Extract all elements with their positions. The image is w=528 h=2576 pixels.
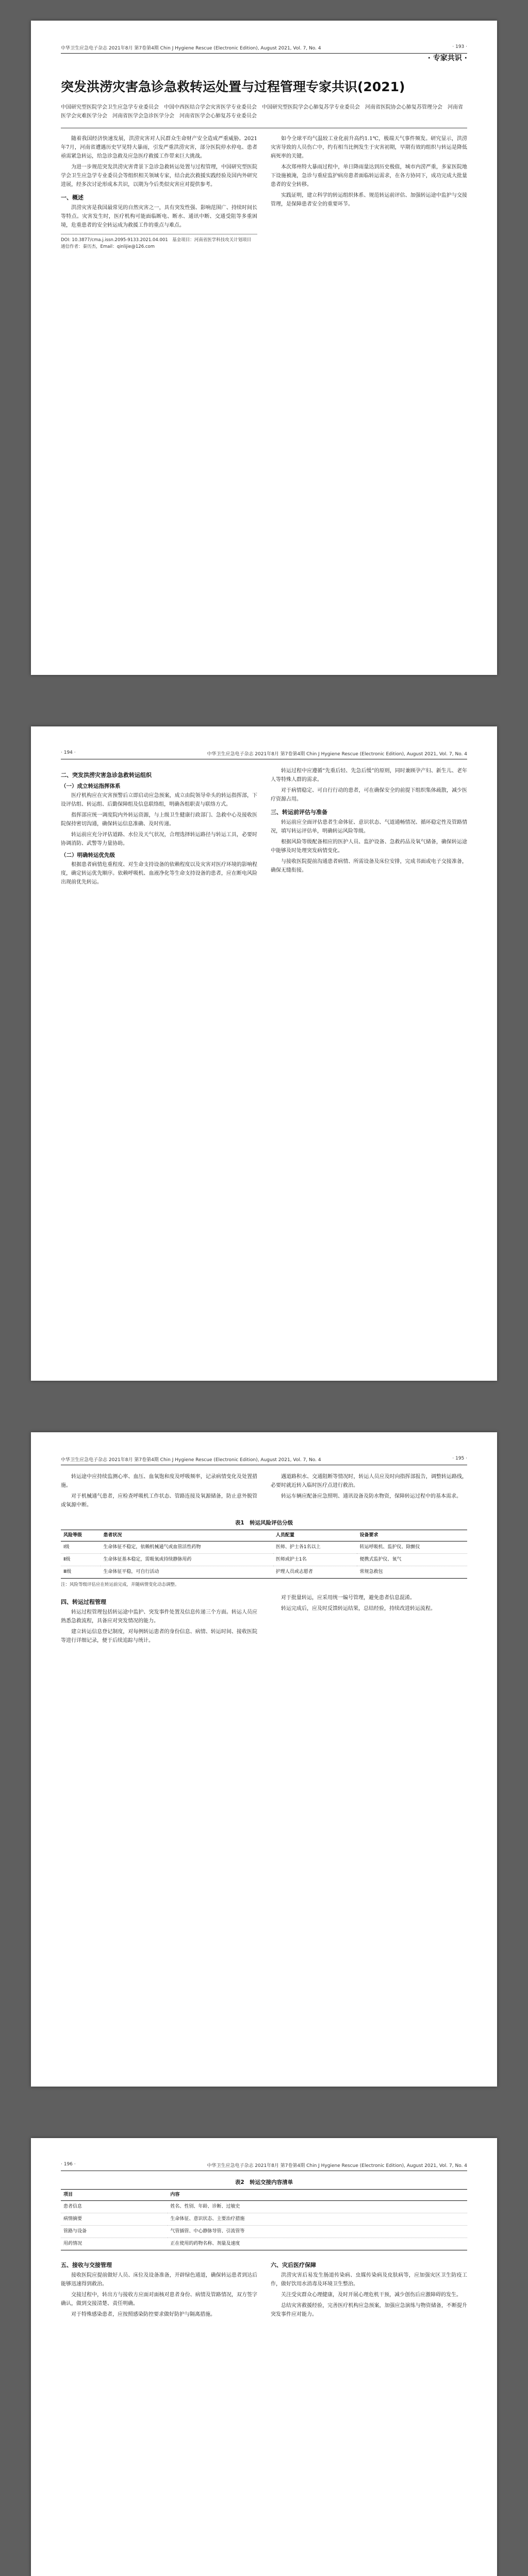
table-caption: 表1 转运风险评估分级 (235, 1520, 293, 1526)
paragraph: 与接收医院提前沟通患者病情、所需设备及床位安排，完成书面或电子交接准备，确保无缝衔接。 (271, 859, 467, 873)
running-head-journal: 中华卫生应急电子杂志 2021年8月 第7卷第4期 Chin J Hygiene Rescue (Electronic Edition), August 2021, Vol. 7, No. 4 (61, 46, 321, 51)
paragraph: 根据患者病情危重程度、对生命支持设备的依赖程度以及灾害对医疗环境的影响程度，确定转运优先顺序。依赖呼吸机、血液净化等生命支持设备的患者，应在断电风险出现前优先转运。 (61, 862, 257, 885)
column-tag: · 专家共识 · (427, 54, 467, 62)
footnote: DOI: 10.3877/cma.j.issn.2095-9133.2021.04.001 基金项目：河南省医学科技攻关计划项目 通信作者：秦历杰，Email：qinlijie@126.com (61, 234, 257, 250)
column-left (61, 134, 257, 250)
running-head-journal: 中华卫生应急电子杂志 2021年8月 第7卷第4期 Chin J Hygiene Rescue (Electronic Edition), August 2021, Vol. 7, No. 4 (207, 2163, 467, 2168)
paragraph: 转运过程中应遵循“先重后轻、先急后缓”的原则，同时兼顾孕产妇、新生儿、老年人等特殊人群的需求。 (271, 768, 467, 783)
table-cell: Ⅱ级 (61, 1554, 101, 1566)
paragraph: 为进一步规范突发洪涝灾害背景下急诊急救转运处置与过程管理，中国研究型医院学会卫生应急学专业委员会等组织相关领域专家，结合此次救援实践经验及国内外研究进展，经多次讨论形成本共识，以期为今后类似灾害应对提供参考。 (61, 164, 257, 188)
paragraph: 医疗机构应在灾害预警后立即启动应急预案，成立由院领导牵头的转运指挥部，下设评估组、转运组、后勤保障组及信息联络组，明确各组职责与联络方式。 (61, 793, 257, 807)
paragraph: 对于机械通气患者，应检查呼吸机工作状态、管路连接及氧源储备，防止意外脱管或氧源中断。 (61, 1494, 257, 1508)
table-cell: 用药情况 (61, 2238, 168, 2250)
table-cell: 医师、护士各1名以上 (273, 1541, 357, 1554)
running-head (61, 750, 467, 759)
table-header-cell: 内容 (168, 2190, 467, 2201)
table-header-row (61, 2190, 467, 2201)
table-row (61, 1541, 467, 1554)
table-cell: 常规急救包 (357, 1566, 467, 1579)
column-right (271, 767, 467, 889)
paragraph: 转运前应充分评估道路、水位及天气状况，合理选择转运路径与转运工具，必要时协调消防、武警等力量协助。 (61, 832, 257, 846)
table-row (61, 1554, 467, 1566)
paragraph: 实践证明，建立科学的转运组织体系、规范转运前评估、加强转运途中监护与交接管理，是保障患者安全的重要环节。 (271, 193, 467, 207)
paragraph: 指挥部应统一调度院内外转运资源，与上级卫生健康行政部门、急救中心及接收医院保持密切沟通，确保转运信息准确、及时传递。 (61, 812, 257, 827)
risk-table (61, 1530, 467, 1579)
column-left (61, 1594, 257, 1647)
table-cell: 病情摘要 (61, 2213, 168, 2226)
column-right (271, 134, 467, 250)
column-right (271, 1472, 467, 1512)
table-cell: 气管插管、中心静脉导管、引流管等 (168, 2226, 467, 2238)
table-header-cell: 设备要求 (357, 1530, 467, 1541)
page-number: · 196 · (61, 2162, 76, 2167)
paragraph: 对于特殊感染患者，应按照感染防控要求做好防护与隔离措施。 (71, 2312, 216, 2317)
paragraph: 遇道路积水、交通阻断等情况时，转运人员应及时向指挥部报告，调整转运路线，必要时就近转入临时医疗点进行救治。 (271, 1474, 467, 1488)
running-head-journal: 中华卫生应急电子杂志 2021年8月 第7卷第4期 Chin J Hygiene Rescue (Electronic Edition), August 2021, Vol. 7, No. 4 (61, 1458, 321, 1463)
paragraph: 对于病情稳定、可自行行动的患者，可在确保安全的前提下组织集体疏散，减少医疗资源占用。 (271, 788, 467, 802)
running-head-journal: 中华卫生应急电子杂志 2021年8月 第7卷第4期 Chin J Hygiene Rescue (Electronic Edition), August 2021, Vol. 7, No. 4 (207, 752, 467, 757)
table-row (61, 2201, 467, 2213)
section-heading: 三、转运前评估与准备 (271, 809, 327, 816)
table-cell: 转运呼吸机、监护仪、除颤仪 (357, 1541, 467, 1554)
table-cell: 患者信息 (61, 2201, 168, 2213)
handover-table (61, 2189, 467, 2250)
table-note: 注：风险等级评估应在转运前完成，并随病情变化动态调整。 (61, 1582, 179, 1587)
table-cell: 生命体征、意识状态、主要治疗措施 (168, 2213, 467, 2226)
table-row (61, 2213, 467, 2226)
table-row (61, 2226, 467, 2238)
author-organizations: 中国研究型医院学会卫生应急学专业委员会 中国中西医结合学会灾害医学专业委员会 中国研究型医院学会心肺复苏学专业委员会 河南省医院协会心肺复苏管理分会 河南省医学会灾难医学分会 河南省医学会急诊医学分会 河南省医学会心肺复苏专业委员会 (61, 105, 463, 119)
table-row (61, 2238, 467, 2250)
table-cell: Ⅰ级 (61, 1541, 101, 1554)
table-cell: 生命体征基本稳定，需吸氧或持续静脉用药 (101, 1554, 273, 1566)
page-number: · 193 · (452, 44, 467, 49)
column-left (61, 767, 257, 889)
paragraph: 建立转运信息登记制度，对每例转运患者的身份信息、病情、转运时间、接收医院等进行详细记录，便于后续追踪与统计。 (61, 1629, 257, 1643)
section-heading: 五、接收与交接管理 (61, 2262, 112, 2268)
paragraph: 交接过程中，转出方与接收方应面对面核对患者身份、病情及管路情况，双方签字确认，做到交接清楚、责任明确。 (61, 2292, 257, 2307)
paragraph: 总结灾害救援经验，完善医疗机构应急预案，加强应急演练与物资储备，不断提升突发事件应对能力。 (271, 2303, 467, 2317)
section-heading: 六、灾后医疗保障 (271, 2262, 316, 2268)
table-caption: 表2 转运交接内容清单 (235, 2179, 293, 2185)
table-cell: 姓名、性别、年龄、诊断、过敏史 (168, 2201, 467, 2213)
table-header-row (61, 1530, 467, 1541)
running-head (61, 1456, 467, 1465)
page-2 (31, 726, 497, 1381)
table-cell: 正在使用的药物名称、剂量及速度 (168, 2238, 467, 2250)
page-1 (31, 21, 497, 675)
table-cell: 便携式监护仪、氧气 (357, 1554, 467, 1566)
subsection-heading: （二）明确转运优先级 (61, 852, 115, 858)
section-heading: 二、突发洪涝灾害急诊急救转运组织 (61, 772, 152, 778)
paragraph: 对于批量转运，应采用统一编号管理，避免患者信息混淆。 (281, 1595, 415, 1601)
page-3 (31, 1432, 497, 2087)
paragraph: 转运完成后，应及时反馈转运结果，总结经验，持续改进转运流程。 (281, 1606, 436, 1612)
paragraph: 随着我国经济快速发展，洪涝灾害对人民群众生命财产安全造成严重威胁。2021年7月，河南省遭遇历史罕见特大暴雨，引发严重洪涝灾害，部分医院停水停电、患者亟需紧急转运，给急诊急救及应急医疗救援工作带来巨大挑战。 (61, 136, 257, 159)
table-cell: 管路与设备 (61, 2226, 168, 2238)
table-cell: 生命体征平稳，可自行活动 (101, 1566, 273, 1579)
table-cell: 医师或护士1名 (273, 1554, 357, 1566)
page-number: · 195 · (452, 1456, 467, 1461)
running-head (61, 44, 467, 54)
table-header-cell: 风险等级 (61, 1530, 101, 1541)
running-head (61, 2162, 467, 2171)
table-cell: 生命体征不稳定，依赖机械通气或血管活性药物 (101, 1541, 273, 1554)
section-heading: 一、概述 (61, 194, 84, 201)
paragraph: 根据风险等级配备相应的医护人员、监护设备、急救药品及氧气储备，确保转运途中能够及时处理突发病情变化。 (271, 839, 467, 854)
paragraph: 关注受灾群众心理健康，及时开展心理危机干预，减少创伤后应激障碍的发生。 (281, 2292, 461, 2298)
table-cell: Ⅲ级 (61, 1566, 101, 1579)
paragraph: 转运过程管理包括转运途中监护、突发事件处置及信息传递三个方面。转运人员应熟悉急救流程，具备应对突发情况的能力。 (61, 1609, 257, 1624)
article-title: 突发洪涝灾害急诊急救转运处置与过程管理专家共识(2021) (61, 79, 405, 94)
table-header-cell: 患者状况 (101, 1530, 273, 1541)
table-row (61, 1566, 467, 1579)
table-cell: 护理人员或志愿者 (273, 1566, 357, 1579)
column-left (61, 1472, 257, 1512)
paragraph: 洪涝灾害是我国最常见的自然灾害之一，具有突发性强、影响范围广、持续时间长等特点。灾害发生时，医疗机构可能面临断电、断水、通讯中断、交通受阻等多重困境，危重患者的安全转运成为救援工作的重点与难点。 (61, 205, 257, 228)
column-left (61, 2257, 257, 2321)
paragraph: 如今全球平均气温较工业化前升高约1.1℃，极端天气事件频发。研究显示，洪涝灾害导致的人员伤亡中，约有相当比例发生于灾害初期，早期有效的组织与转运是降低病死率的关键。 (271, 136, 467, 159)
paragraph: 洪涝灾害后易发生肠道传染病、虫媒传染病及皮肤病等，应加强灾区卫生防疫工作，做好饮用水消毒及环境卫生整治。 (271, 2273, 467, 2287)
page-number: · 194 · (61, 750, 76, 755)
column-right (271, 1594, 467, 1647)
column-right (271, 2257, 467, 2321)
paragraph: 本次郑州特大暴雨过程中，单日降雨量达到历史极值，城市内涝严重，多家医院地下设施被淹，急诊与重症监护病房患者面临转运需求，在各方协同下，成功完成大批量患者的安全转移。 (271, 164, 467, 188)
table-header-cell: 项目 (61, 2190, 168, 2201)
paragraph: 转运前应全面评估患者生命体征、意识状态、气道通畅情况、循环稳定性及管路情况，填写转运评估单，明确转运风险等级。 (271, 820, 467, 834)
section-heading: 四、转运过程管理 (61, 1599, 106, 1605)
page-4 (31, 2138, 497, 2576)
paragraph: 转运车辆应配备应急照明、通讯设备及防水物资，保障转运过程中的基本需求。 (281, 1494, 461, 1499)
paragraph: 接收医院应提前做好人员、床位及设备准备，开辟绿色通道，确保转运患者到达后能够迅速得到救治。 (61, 2273, 257, 2287)
subsection-heading: （一）成立转运指挥体系 (61, 783, 121, 789)
paragraph: 转运途中应持续监测心率、血压、血氧饱和度及呼吸频率，记录病情变化及处置措施。 (61, 1474, 257, 1488)
table-header-cell: 人员配置 (273, 1530, 357, 1541)
